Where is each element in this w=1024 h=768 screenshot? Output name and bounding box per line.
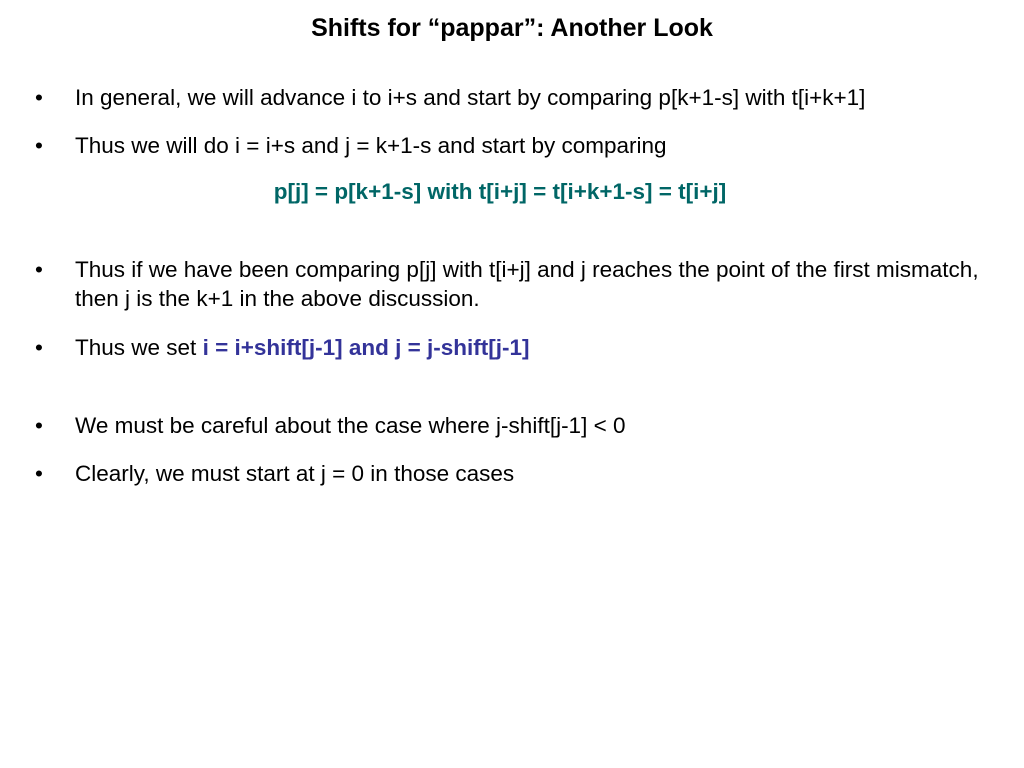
bullet-text: In general, we will advance i to i+s and start by comparing p[k+1-s] with t[i+k+1]	[75, 85, 866, 110]
bullet-do-i-j	[35, 131, 995, 160]
bullet-dot: •	[35, 413, 43, 438]
bullet-dot: •	[35, 133, 43, 158]
shift-assignment-highlight: i = i+shift[j-1] and j = j-shift[j-1]	[202, 335, 530, 360]
bullet-start-zero	[35, 459, 995, 488]
bullet-text: We must be careful about the case where j-shift[j-1] < 0	[75, 413, 626, 438]
bullet-prefix: Thus we set	[75, 335, 203, 360]
bullet-careful	[35, 411, 995, 440]
slide-title: Shifts for “pappar”: Another Look	[311, 14, 713, 42]
bullet-text: Thus if we have been comparing p[j] with t[i+j] and j reaches the point of the first mismatch, then j is the k+1 in the above discussion.	[75, 257, 979, 311]
bullet-text: Thus we will do i = i+s and j = k+1-s and start by comparing	[75, 133, 667, 158]
bullet-mismatch	[35, 255, 995, 313]
bullet-dot: •	[35, 335, 43, 360]
bullet-dot: •	[35, 461, 43, 486]
bullet-text	[75, 333, 995, 362]
comparison-equation: p[j] = p[k+1-s] with t[i+j] = t[i+k+1-s] = t[i+j]	[273, 179, 727, 204]
bullet-dot: •	[35, 257, 43, 282]
bullet-set-shift	[35, 333, 995, 362]
bullet-text: Clearly, we must start at j = 0 in those cases	[75, 461, 515, 486]
bullet-dot: •	[35, 85, 43, 110]
bullet-advance	[35, 83, 995, 112]
